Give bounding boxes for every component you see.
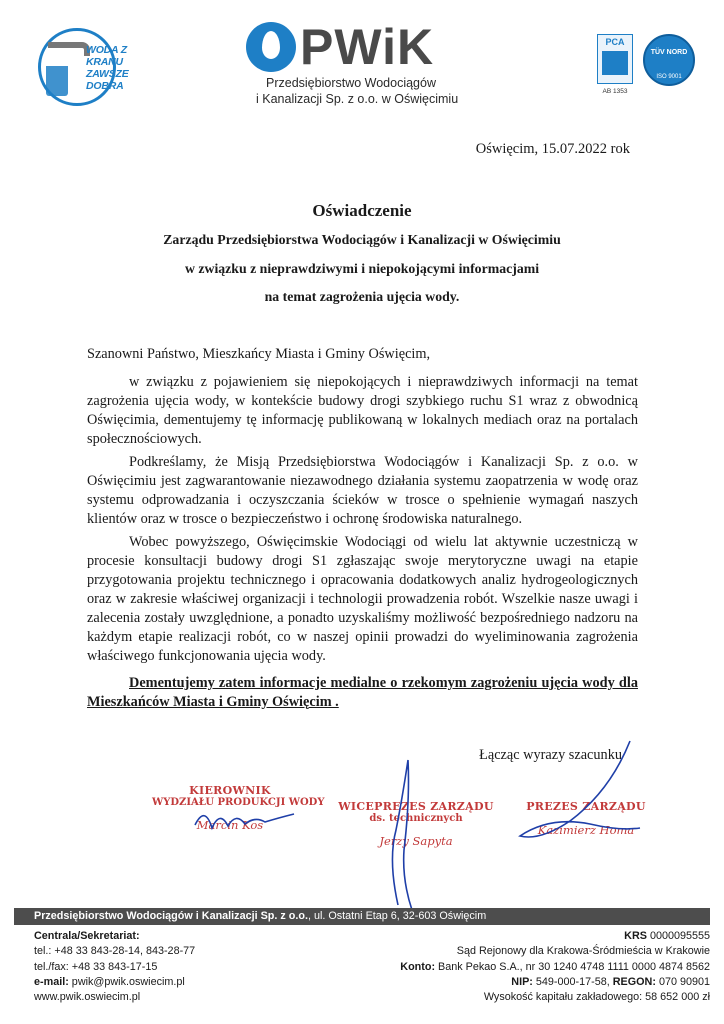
footer-tel: tel.: +48 33 843-28-14, 843-28-77 bbox=[34, 945, 196, 958]
tap-icon bbox=[48, 42, 90, 56]
pca-label: PCA bbox=[605, 37, 625, 47]
stamp-line-1: KIEROWNIK bbox=[189, 784, 271, 797]
stamp-name: Jerzy Sapyta bbox=[379, 834, 453, 848]
paragraph-1 bbox=[87, 373, 638, 449]
pca-number: AB 1353 bbox=[602, 88, 628, 95]
brand-name: PWiK bbox=[300, 19, 435, 75]
footer-registry bbox=[400, 929, 710, 1005]
paragraph-3-text: Wobec powyższego, Oświęcimskie Wodociągi od wielu lat aktywnie uczestniczą w procesie konsultacji budowy drogi S1 zgłaszając swoje merytoryczne uwagi na etapie przygotowania projektu technicznego i opracowania dodatkowych analiz hydrogeologicznych oraz w zakresie właściwej organizacji i technologii prowadzenia robót. Wszelkie nasze uwagi i zalecenia zostały uwzględnione, a ponadto uzyskaliśmy możliwość bezpośredniego nadzoru na każdym etapie realizacji robót, co w naszej opinii prowadzi do wyeliminowania zagrożenia właściwego funkcjonowania ujęcia wody. bbox=[87, 534, 638, 664]
tuv-certificate-badge bbox=[643, 34, 695, 86]
logo-slogan bbox=[86, 44, 156, 92]
paragraph-2-text: Podkreślamy, że Misją Przedsiębiorstwa Wodociągów i Kanalizacji Sp. z o.o. w Oświęcimiu jest zagwarantowanie niezawodnego działania systemu zaopatrzenia w wodę oraz systemu odprowadzania i oczyszczania ścieków w trosce o spełnienie wymagań naszych klientów oraz w trosce o bezpieczeństwo i ochronę środowiska naturalnego. bbox=[87, 454, 638, 527]
handwritten-signature-1 bbox=[190, 800, 300, 840]
company-name-line-2: i Kanalizacji Sp. z o.o. w Oświęcimiu bbox=[256, 92, 459, 106]
water-glass-icon bbox=[46, 66, 68, 96]
water-campaign-logo bbox=[38, 24, 156, 106]
footer-email-row bbox=[34, 975, 195, 990]
iso-label: ISO 9001 bbox=[656, 74, 682, 80]
letter-subtitle-1: Zarządu Przedsiębiorstwa Wodociągów i Kanalizacji w Oświęcimiu bbox=[163, 232, 561, 247]
footer-nip: 549-000-17-58, bbox=[532, 975, 613, 988]
letter-subtitle-3: na temat zagrożenia ujęcia wody. bbox=[264, 289, 460, 304]
logo-slogan-line-2: ZAWSZE DOBRA bbox=[86, 68, 129, 92]
handwritten-signature-2 bbox=[368, 740, 438, 915]
closing: Łącząc wyrazy szacunku bbox=[479, 747, 622, 763]
footer-company: Przedsiębiorstwo Wodociągów i Kanalizacji Sp. z o.o. bbox=[34, 910, 308, 922]
footer-address-bar bbox=[14, 908, 710, 925]
stamp-name: Kazimierz Homa bbox=[537, 823, 635, 837]
footer-nip-label: NIP: bbox=[511, 975, 533, 988]
footer-krs-label: KRS bbox=[624, 930, 647, 942]
company-name-line-1: Przedsiębiorstwo Wodociągów bbox=[266, 76, 436, 90]
pca-certificate-badge bbox=[597, 34, 633, 84]
footer-konto: Bank Pekao S.A., nr 30 1240 4748 1111 0000 4874 8562 bbox=[435, 960, 710, 973]
footer-email: pwik@pwik.oswiecim.pl bbox=[68, 975, 185, 988]
water-drop-icon bbox=[246, 22, 296, 72]
footer-nip-row bbox=[400, 975, 710, 990]
stamp-line-2: ds. technicznych bbox=[369, 813, 463, 824]
footer-konto-label: Konto: bbox=[400, 960, 436, 973]
handwritten-signature-3 bbox=[510, 736, 650, 861]
footer-address: , ul. Ostatni Etap 6, 32-603 Oświęcim bbox=[307, 910, 487, 922]
letter-title: Oświadczenie bbox=[312, 201, 412, 220]
salutation: Szanowni Państwo, Mieszkańcy Miasta i Gminy Oświęcim, bbox=[87, 346, 431, 362]
paragraph-2 bbox=[87, 453, 638, 529]
footer-krs-row bbox=[400, 929, 710, 944]
footer-central-label: Centrala/Sekretariat: bbox=[34, 930, 140, 942]
footer-telfax: tel./fax: +48 33 843-17-15 bbox=[34, 960, 158, 973]
paragraph-4-text: Dementujemy zatem informacje medialne o rzekomym zagrożeniu ujęcia wody dla Mieszkańców Miasta i Gminy Oświęcim . bbox=[87, 675, 638, 710]
footer-konto-row bbox=[400, 960, 710, 975]
stamp-line-1: PREZES ZARZĄDU bbox=[526, 800, 646, 813]
stamp-line-1: WICEPREZES ZARZĄDU bbox=[338, 800, 494, 813]
footer-krs: 0000095555 bbox=[646, 930, 710, 942]
letter-subtitle-2: w związku z nieprawdziwymi i niepokojącymi informacjami bbox=[184, 261, 540, 276]
pca-mark-icon bbox=[602, 51, 628, 75]
footer-court: Sąd Rejonowy dla Krakowa-Śródmieścia w Krakowie bbox=[456, 945, 710, 958]
paragraph-4 bbox=[87, 674, 638, 712]
footer-email-label: e-mail: bbox=[34, 975, 69, 988]
paragraph-1-text: w związku z pojawieniem się niepokojących i nieprawdziwych informacji na temat zagrożenia ujęcia wody, w kontekście budowy drogi szybkiego ruchu S1 wraz z obwodnicą Oświęcimia, dementujemy tę informację publikowaną w lokalnych mediach oraz na portalach społecznościowych. bbox=[87, 374, 638, 447]
logo-slogan-line-1: WODA Z KRANU bbox=[86, 44, 127, 68]
stamp-name: Marcin Kos bbox=[196, 818, 264, 832]
footer-capital: Wysokość kapitału zakładowego: 58 652 000 zł bbox=[483, 991, 710, 1004]
pwik-logo bbox=[246, 20, 466, 110]
footer-regon-label: REGON: bbox=[612, 975, 656, 988]
tuv-label: TÜV NORD bbox=[650, 49, 688, 56]
footer-www: www.pwik.oswiecim.pl bbox=[34, 991, 141, 1004]
paragraph-3 bbox=[87, 533, 638, 666]
footer-regon: 070 90901 bbox=[655, 975, 710, 988]
letter-date: Oświęcim, 15.07.2022 rok bbox=[475, 141, 630, 157]
footer-contact bbox=[34, 929, 195, 1005]
stamp-line-2: WYDZIAŁU PRODUKCJI WODY bbox=[152, 797, 325, 808]
